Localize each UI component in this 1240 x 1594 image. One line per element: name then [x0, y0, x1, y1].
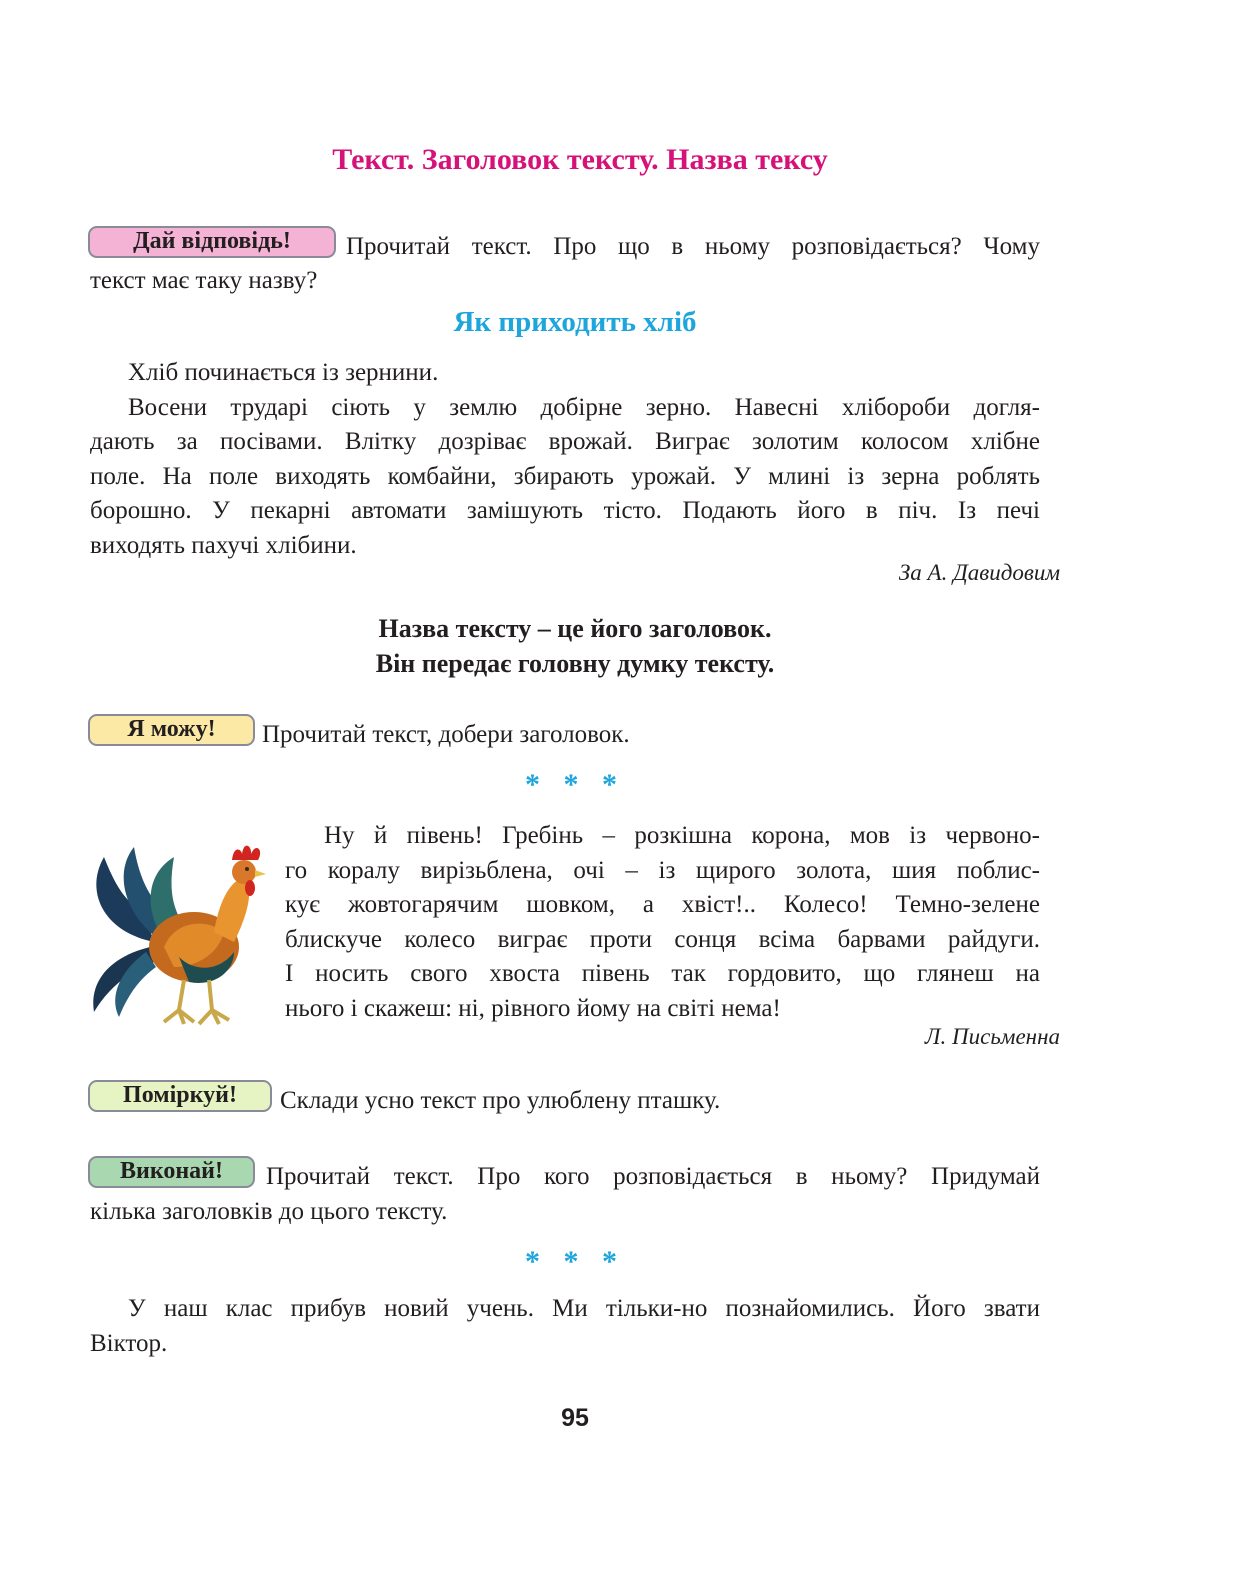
story1-line: дають за посівами. Влітку дозріває врожай. Виграє золотим колосом хлібне — [90, 428, 1040, 455]
answer-badge: Дай відповідь! — [88, 226, 336, 258]
story2-line: Ну й півень! Гребінь – розкішна корона, мов із червоно- — [324, 822, 1040, 849]
task1-line2: текст має таку назву? — [90, 267, 318, 294]
story1-line: виходять пахучі хлібини. — [90, 532, 357, 559]
story2-line: І носить свого хвоста півень так гордовито, що глянеш на — [285, 960, 1040, 987]
story1-line: Восени трударі сіють у землю добірне зерно. Навесні хлібороби догля- — [128, 394, 1040, 421]
story-title: Як приходить хліб — [453, 306, 697, 338]
stars-divider: * * * — [525, 768, 625, 801]
story1-line: борошно. У пекарні автомати замішують тісто. Подають його в піч. Із печі — [90, 497, 1040, 524]
story2-line: го коралу вирізьблена, очі – із щирого золота, шия поблис- — [285, 857, 1040, 884]
do-badge: Виконай! — [88, 1156, 255, 1188]
story1-author: За А. Давидовим — [898, 560, 1060, 585]
story2-line: кує жовтогарячим шовком, а хвіст!.. Колесо! Темно-зелене — [285, 891, 1040, 918]
task4-line2: кілька заголовків до цього тексту. — [90, 1198, 448, 1225]
story2-line: нього і скажеш: ні, рівного йому на світі нема! — [285, 995, 781, 1022]
story3-line2: Віктор. — [90, 1330, 168, 1357]
i-can-badge: Я можу! — [88, 714, 255, 746]
rooster-illustration — [84, 832, 274, 1032]
story1-line: поле. На поле виходять комбайни, збирають урожай. У млині із зерна роблять — [90, 463, 1040, 490]
think-badge: Поміркуй! — [88, 1080, 272, 1112]
task3-text: Склади усно текст про улюблену пташку. — [280, 1087, 721, 1114]
task1-line1: Прочитай текст. Про що в ньому розповідається? Чому — [346, 233, 1040, 260]
story2-author: Л. Письменна — [924, 1024, 1060, 1049]
rule-line2: Він передає головну думку тексту. — [375, 649, 775, 678]
page-title: Текст. Заголовок тексту. Назва тексу — [332, 143, 828, 176]
stars-divider: * * * — [525, 1245, 625, 1278]
rule-line1: Назва тексту – це його заголовок. — [378, 614, 772, 643]
task4-line1: Прочитай текст. Про кого розповідається в ньому? Придумай — [266, 1163, 1040, 1190]
page-number: 95 — [561, 1404, 589, 1432]
story3-line1: У наш клас прибув новий учень. Ми тільки-но познайомились. Його звати — [128, 1295, 1040, 1322]
story1-line: Хліб починається із зернини. — [128, 359, 439, 386]
story2-line: блискуче колесо виграє проти сонця всіма барвами райдуги. — [285, 926, 1040, 953]
task2-text: Прочитай текст, добери заголовок. — [262, 721, 630, 748]
